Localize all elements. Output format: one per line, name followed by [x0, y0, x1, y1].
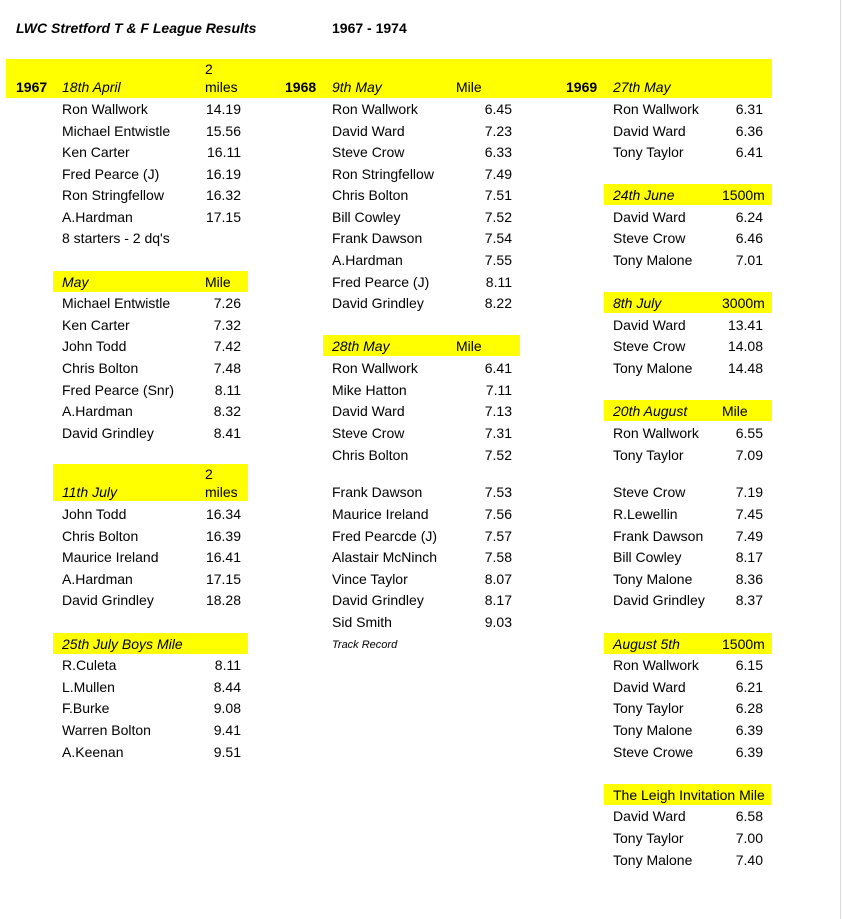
race-distance-1968-may9: Mile	[456, 79, 482, 95]
race-date-1969-may: 27th May	[613, 79, 671, 95]
race-distance-1967-apr-top: 2	[205, 61, 213, 77]
race-distance-1969-jul: 3000m	[722, 295, 765, 311]
year-label-1969: 1969	[566, 79, 598, 95]
race-title-leigh-invitation: The Leigh Invitation Mile	[613, 787, 765, 803]
year-label-1967: 1967	[16, 79, 48, 95]
race-distance-1967-apr-bottom: miles	[205, 79, 238, 95]
race-date-1967-jul25: 25th July Boys Mile	[62, 636, 183, 652]
race-distance-1967-may: Mile	[205, 274, 231, 290]
race-distance-1967-jul11-bottom: miles	[205, 484, 238, 500]
race-distance-1969-aug5: 1500m	[722, 636, 765, 652]
track-record-note: Track Record	[332, 639, 398, 651]
race-date-1967-may: May	[62, 274, 89, 290]
race-distance-1969-aug20: Mile	[722, 403, 748, 419]
race-date-1969-jul: 8th July	[613, 295, 662, 311]
race-date-1968-may28: 28th May	[332, 338, 390, 354]
race-date-1967-apr: 18th April	[62, 79, 121, 95]
race-note-starters: 8 starters - 2 dq's	[62, 230, 170, 246]
document-title: LWC Stretford T & F League Results	[16, 20, 257, 36]
race-date-1969-aug5: August 5th	[613, 636, 680, 652]
race-date-1969-jun: 24th June	[613, 187, 675, 203]
year-label-1968: 1968	[285, 79, 317, 95]
page-right-border	[840, 0, 841, 919]
race-distance-1969-jun: 1500m	[722, 187, 765, 203]
race-date-1968-may9: 9th May	[332, 79, 382, 95]
race-date-1969-aug20: 20th August	[613, 403, 688, 419]
document-year-range: 1967 - 1974	[332, 20, 407, 36]
race-distance-1968-may28: Mile	[456, 338, 482, 354]
race-distance-1967-jul11-top: 2	[205, 466, 213, 482]
race-date-1967-jul11: 11th July	[62, 484, 117, 500]
